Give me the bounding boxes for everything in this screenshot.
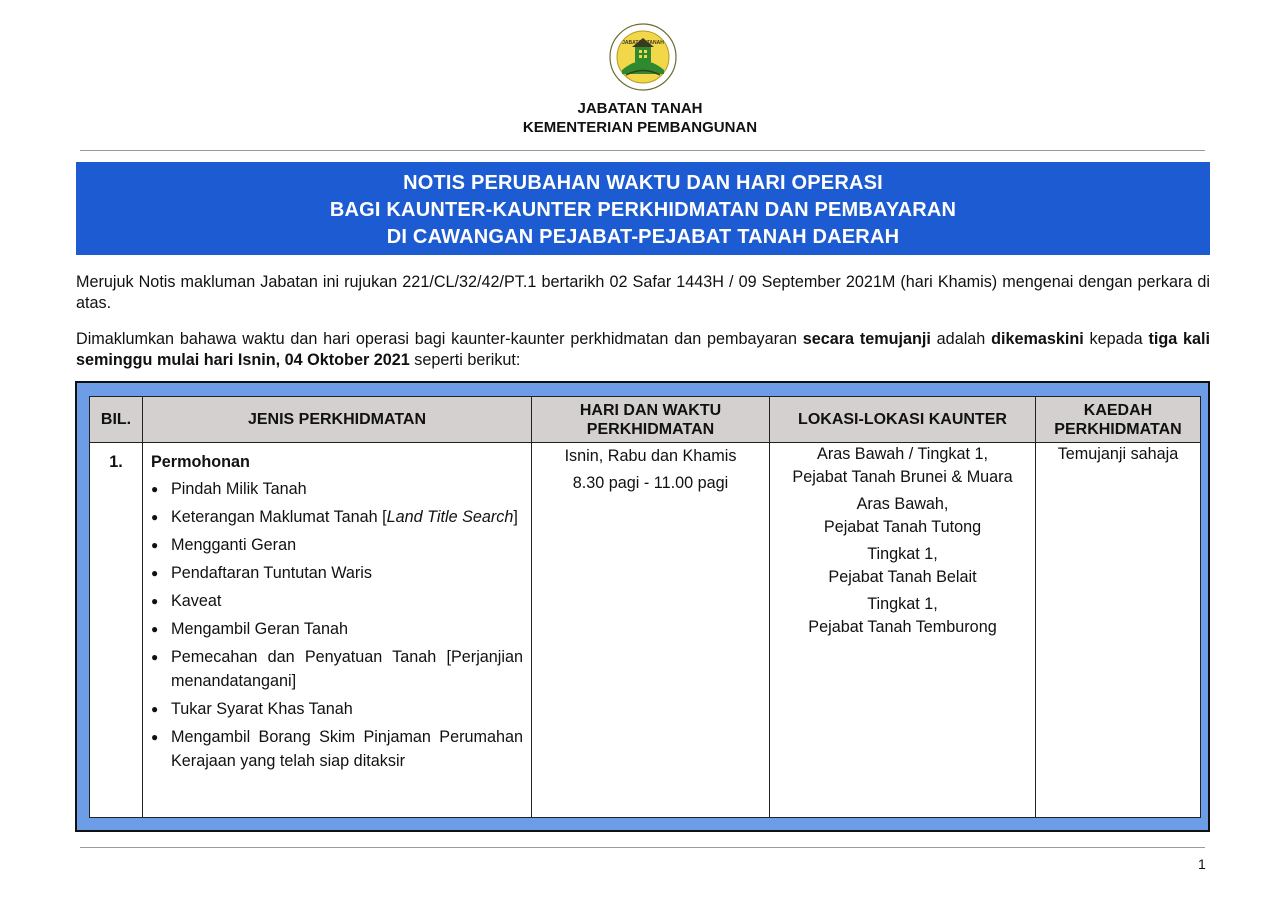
announcement-bold-1: secara temujanji [802, 330, 931, 348]
announcement-bold-3: tiga kali seminggu mulai hari Isnin, 04 Oktober 2021 [76, 330, 1210, 369]
col-header-hari [532, 397, 770, 443]
bullet-icon: ● [151, 622, 159, 636]
col-header-kaedah [1036, 397, 1201, 443]
announcement-text-1: Dimaklumkan bahawa waktu dan hari operasi bagi kaunter-kaunter perkhidmatan dan pembayaran [76, 330, 803, 348]
announcement-text-3: kepada [1083, 330, 1149, 348]
list-item: ● Keterangan Maklumat Tanah [Land Title Search] [151, 505, 523, 529]
footer-divider [80, 847, 1205, 848]
service-types-cell [143, 443, 532, 818]
operating-days: Isnin, Rabu dan Khamis [564, 447, 737, 465]
announcement-bold-2: dikemaskini [991, 330, 1084, 348]
location-item: Tingkat 1, Pejabat Tanah Belait [828, 545, 977, 586]
list-item: ● Tukar Syarat Khas Tanah [151, 697, 523, 721]
location-item: Aras Bawah, Pejabat Tanah Tutong [823, 495, 982, 536]
list-item: ● Pendaftaran Tuntutan Waris [151, 561, 523, 585]
row-number: 1. [90, 443, 143, 818]
page-number: 1 [1198, 856, 1206, 872]
bullet-icon: ● [151, 650, 159, 664]
list-item: ● Kaveat [151, 589, 523, 613]
service-table [89, 396, 1201, 818]
ministry-name: KEMENTERIAN PEMBANGUNAN [522, 119, 758, 136]
col-header-jenis: JENIS PERKHIDMATAN [143, 397, 532, 443]
list-item: ● Mengambil Borang Skim Pinjaman Perumahan Kerajaan yang telah siap ditaksir [151, 725, 523, 773]
col-header-hari-line2: PERKHIDMATAN [586, 420, 715, 438]
bullet-icon: ● [151, 510, 159, 524]
reference-paragraph: Merujuk Notis makluman Jabatan ini rujukan 221/CL/32/42/PT.1 bertarikh 02 Safar 1443H / 09 September 2021M (hari Khamis) mengenai dengan perkara di atas. [76, 273, 1210, 312]
emblem-text: JABATAN TANAH [622, 40, 664, 46]
bullet-icon: ● [151, 594, 159, 608]
operating-hours: 8.30 pagi - 11.00 pagi [572, 474, 729, 492]
col-header-hari-line1: HARI DAN WAKTU [579, 401, 722, 419]
service-table-frame [75, 381, 1210, 832]
col-header-bil: BIL. [90, 397, 143, 443]
bullet-icon: ● [151, 482, 159, 496]
bullet-icon: ● [151, 702, 159, 716]
service-method-cell: Temujanji sahaja [1036, 443, 1201, 818]
notice-title-line-2: BAGI KAUNTER-KAUNTER PERKHIDMATAN DAN PEMBAYARAN [329, 199, 957, 221]
table-header-row [90, 397, 1201, 443]
announcement-paragraph [76, 329, 1210, 371]
location-item: Aras Bawah / Tingkat 1, Pejabat Tanah Brunei & Muara [792, 445, 1013, 486]
list-item: ● Mengganti Geran [151, 533, 523, 557]
notice-title-line-1: NOTIS PERUBAHAN WAKTU DAN HARI OPERASI [403, 172, 883, 194]
announcement-text-2: adalah [930, 330, 992, 348]
department-name: JABATAN TANAH [577, 100, 703, 117]
col-header-lokasi: LOKASI-LOKASI KAUNTER [770, 397, 1036, 443]
jabatan-tanah-emblem-icon [608, 22, 678, 92]
table-row [90, 443, 1201, 818]
schedule-cell [532, 443, 770, 818]
list-item: ● Pindah Milik Tanah [151, 477, 523, 501]
location-item: Tingkat 1, Pejabat Tanah Temburong [808, 595, 997, 636]
announcement-text-4: seperti berikut: [409, 351, 521, 369]
col-header-kaedah-line2: PERKHIDMATAN [1054, 420, 1182, 438]
col-header-kaedah-line1: KAEDAH [1083, 401, 1153, 419]
bullet-icon: ● [151, 730, 159, 744]
land-title-search-italic: Land Title Search [386, 508, 514, 526]
service-group-title: Permohonan [151, 453, 250, 471]
notice-title-line-3: DI CAWANGAN PEJABAT-PEJABAT TANAH DAERAH [386, 226, 900, 248]
bullet-icon: ● [151, 538, 159, 552]
header-divider [80, 150, 1205, 151]
service-list [151, 477, 523, 773]
counter-locations-cell [770, 443, 1036, 818]
list-item: ● Mengambil Geran Tanah [151, 617, 523, 641]
organization-heading [0, 99, 1280, 137]
bullet-icon: ● [151, 566, 159, 580]
list-item: ● Pemecahan dan Penyatuan Tanah [Perjanjian menandatangani] [151, 645, 523, 693]
notice-title-banner [76, 162, 1210, 255]
